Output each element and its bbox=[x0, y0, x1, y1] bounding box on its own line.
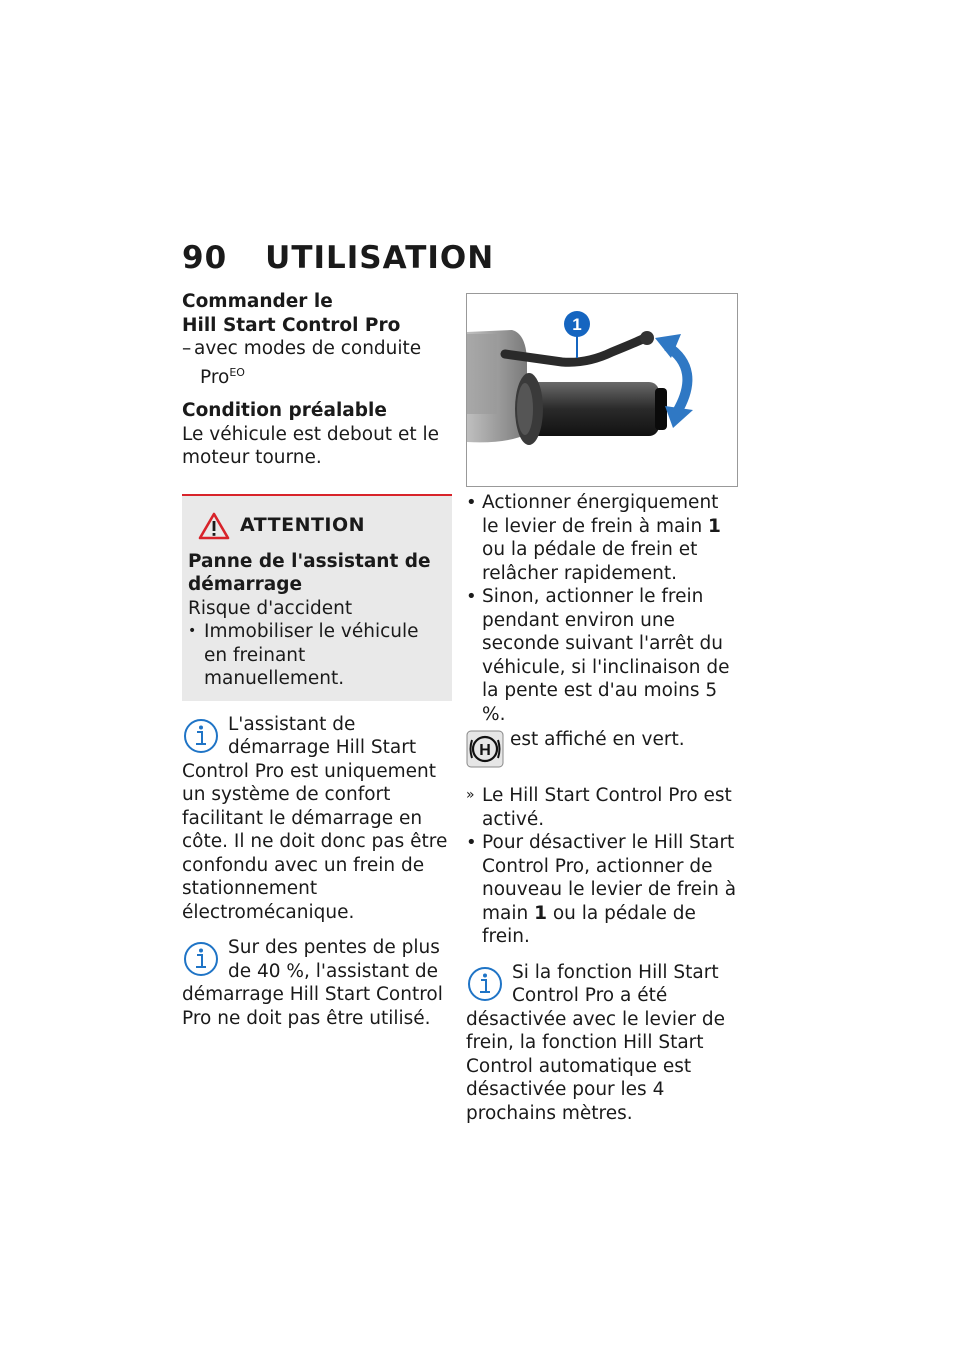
info-icon bbox=[182, 940, 220, 978]
page-number: 90 bbox=[182, 240, 228, 276]
dash-marker: – bbox=[182, 338, 192, 359]
info-icon bbox=[182, 717, 220, 755]
result-text: » Le Hill Start Control Pro est activé. bbox=[466, 785, 732, 830]
info-note-3: Si la fonction Hill Start Control Pro a été désactivée avec le levier de frein, la fonction Hill Start Control automatique est désactivée pour les 4 prochains mètres. bbox=[466, 961, 725, 1124]
warning-triangle-icon bbox=[198, 512, 230, 540]
step-2: • Sinon, actionner le frein pendant environ une seconde suivant l'arrêt du véhicule, si l'inclinaison de la pente est d'au moins 5 %. bbox=[466, 586, 730, 725]
result-arrow-icon: » bbox=[466, 787, 475, 803]
info-note-1: L'assistant de démarrage Hill Start Control Pro est uniquement un système de confort facilitant le démarrage en côte. Il ne doit donc pas être confondu avec un frein de stationnement électromécanique. bbox=[182, 713, 448, 923]
hill-start-indicator-icon bbox=[466, 730, 504, 768]
info-icon bbox=[466, 965, 504, 1003]
step-1: • Actionner énergiquement le levier de frein à main 1 ou la pédale de frein et relâcher rapidement. bbox=[466, 492, 721, 584]
page-header bbox=[182, 240, 494, 280]
right-column bbox=[466, 293, 738, 1125]
warning-label: ATTENTION bbox=[240, 513, 366, 536]
left-column bbox=[182, 290, 452, 1030]
procedure-heading: Commander le Hill Start Control Pro bbox=[182, 291, 401, 336]
warning-subtitle: Panne de l'assistant de démarrage bbox=[188, 550, 431, 596]
warning-box bbox=[182, 494, 452, 701]
info-note-2: Sur des pentes de plus de 40 %, l'assistant de démarrage Hill Start Control Pro ne doit pas être utilisé. bbox=[182, 937, 443, 1029]
callout-number: 1 bbox=[572, 315, 582, 334]
section-title: UTILISATION bbox=[265, 240, 495, 276]
svg-text:H: H bbox=[479, 742, 491, 759]
warning-action: • Immobiliser le véhicule en freinant manuellement. bbox=[188, 621, 419, 690]
condition-title: Condition préalable bbox=[182, 400, 387, 422]
mode-requirement: – avec modes de conduite Pro$^{EO}$ bbox=[182, 338, 422, 388]
brake-lever-illustration bbox=[466, 293, 738, 487]
condition-text: Le véhicule est debout et le moteur tourne. bbox=[182, 423, 439, 469]
handle-grip bbox=[529, 382, 659, 436]
brake-lever bbox=[505, 338, 645, 362]
warning-risk: Risque d'accident bbox=[188, 597, 353, 619]
step-3: • Pour désactiver le Hill Start Control Pro, actionner de nouveau le levier de frein à main 1 ou la pédale de frein. bbox=[466, 832, 737, 947]
indicator-note: H est affiché en vert. bbox=[466, 728, 738, 774]
